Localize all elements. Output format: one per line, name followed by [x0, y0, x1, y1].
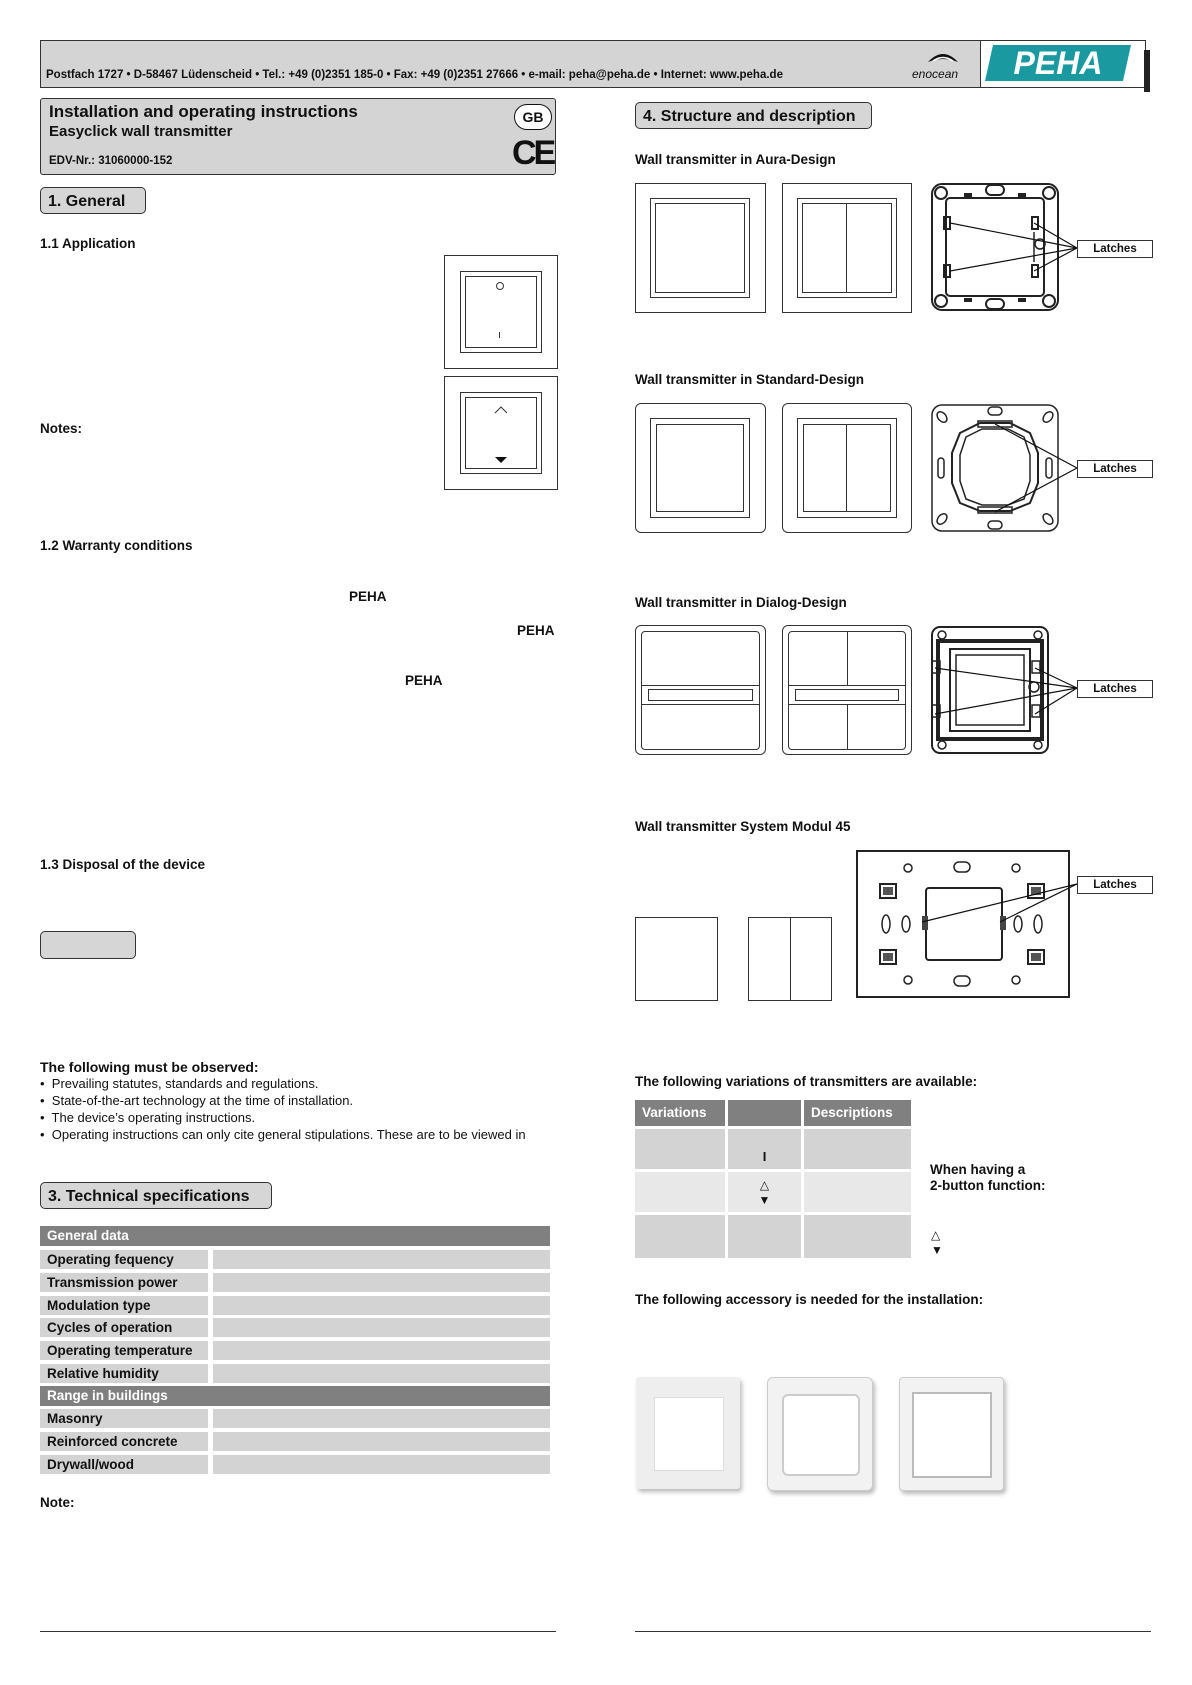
header-shadow [1144, 50, 1150, 92]
peha-word-1: PEHA [349, 589, 387, 604]
section-2-heading [40, 931, 136, 959]
peha-logo-mark [981, 41, 1145, 87]
latches-label: Latches [1077, 876, 1153, 894]
dialog-latch-lines [935, 660, 1080, 720]
section-4-heading: 4. Structure and description [635, 102, 872, 129]
ce-mark: CE [512, 134, 554, 172]
section-1-heading: 1. General [40, 187, 146, 214]
standard-single-rocker [635, 403, 766, 533]
two-button-up-icon: △ [931, 1228, 941, 1242]
standard-title: Wall transmitter in Standard-Design [635, 372, 865, 387]
two-button-down-icon: ▼ [931, 1243, 943, 1257]
tech-row: Drywall/wood [40, 1455, 550, 1474]
latches-label: Latches [1077, 460, 1153, 478]
observed-item: • Prevailing statutes, standards and regulations. [40, 1076, 319, 1091]
dialog-double-rocker [782, 625, 912, 755]
accessory-frame-3 [899, 1377, 1004, 1491]
doc-subtitle: Easyclick wall transmitter [49, 123, 233, 140]
tech-general-header: General data [40, 1226, 550, 1246]
two-button-note: When having a [930, 1162, 1026, 1177]
aura-title: Wall transmitter in Aura-Design [635, 152, 836, 167]
up-down-arrows-icon [491, 403, 511, 465]
variations-header: Variations [635, 1100, 725, 1126]
switch-updown-image [444, 376, 558, 490]
dialog-single-rocker [635, 625, 766, 755]
observed-item: • Operating instructions can only cite general stipulations. These are to be viewed in [40, 1127, 526, 1142]
latches-label: Latches [1077, 240, 1153, 258]
observed-title: The following must be observed: [40, 1059, 259, 1075]
accessory-title: The following accessory is needed for the installation: [635, 1292, 984, 1307]
on-symbol-icon [499, 332, 500, 338]
footer-rule-left [40, 1631, 556, 1632]
tech-row: Operating fequency [40, 1250, 550, 1269]
variations-header-symbol [728, 1100, 801, 1126]
note-label: Note: [40, 1495, 75, 1510]
observed-item: • State-of-the-art technology at the time of installation. [40, 1093, 354, 1108]
edv-number: EDV-Nr.: 31060000-152 [49, 155, 173, 167]
dialog-title: Wall transmitter in Dialog-Design [635, 595, 847, 610]
peha-word-2: PEHA [517, 623, 555, 638]
two-button-note: 2-button function: [930, 1178, 1046, 1193]
variation-cell [635, 1172, 725, 1212]
standard-double-rocker [782, 403, 912, 533]
doc-title: Installation and operating instructions [49, 102, 358, 121]
modul-title: Wall transmitter System Modul 45 [635, 819, 851, 834]
header-contact: Postfach 1727 • D-58467 Lüdenscheid • Tel.: +49 (0)2351 185-0 • Fax: +49 (0)2351 27666 • e-mail: peha@peha.de • Internet: www.peha.de [46, 69, 783, 81]
tech-row: Relative humidity [40, 1364, 550, 1383]
descriptions-header: Descriptions [804, 1100, 911, 1126]
off-symbol-icon [496, 282, 504, 290]
tech-row: Masonry [40, 1409, 550, 1428]
section-3-heading: 3. Technical specifications [40, 1182, 272, 1209]
tech-row: Reinforced concrete [40, 1432, 550, 1451]
brand-text: PEHA [1013, 45, 1103, 81]
tech-row: Operating temperature [40, 1341, 550, 1360]
sub-1-2: 1.2 Warranty conditions [40, 538, 193, 553]
variation-symbol-cell [728, 1215, 801, 1258]
tech-range-header: Range in buildings [40, 1386, 550, 1406]
footer-rule-right [635, 1631, 1151, 1632]
variation-cell [635, 1215, 725, 1258]
tech-row: Transmission power [40, 1273, 550, 1292]
notes-label: Notes: [40, 421, 83, 436]
latches-label: Latches [1077, 680, 1153, 698]
variation-cell [635, 1129, 725, 1169]
standard-latch-lines [995, 418, 1080, 518]
lang-badge: GB [514, 104, 552, 130]
variation-symbol-cell: I [728, 1129, 801, 1169]
modul-double-rocker [748, 917, 832, 1001]
sub-1-1: 1.1 Application [40, 236, 136, 251]
observed-item: • The device’s operating instructions. [40, 1110, 256, 1125]
variation-symbol-cell: △ ▼ [728, 1172, 801, 1212]
peha-word-3: PEHA [405, 673, 443, 688]
accessory-frame-1 [636, 1377, 740, 1489]
modul-latch-lines [920, 878, 1080, 928]
switch-onoff-image [444, 255, 558, 369]
modul-single-rocker [635, 917, 718, 1001]
sub-1-3: 1.3 Disposal of the device [40, 857, 206, 872]
peha-logo [980, 40, 1146, 88]
aura-latch-lines [950, 215, 1080, 285]
enocean-text: enocean [912, 67, 959, 81]
aura-single-rocker [635, 183, 766, 313]
accessory-frame-2 [767, 1377, 873, 1491]
variations-title: The following variations of transmitters are available: [635, 1074, 978, 1089]
aura-double-rocker [782, 183, 912, 313]
variation-desc-cell [804, 1215, 911, 1258]
variation-desc-cell [804, 1129, 911, 1169]
tech-row: Modulation type [40, 1296, 550, 1315]
variation-desc-cell [804, 1172, 911, 1212]
tech-row: Cycles of operation [40, 1318, 550, 1337]
